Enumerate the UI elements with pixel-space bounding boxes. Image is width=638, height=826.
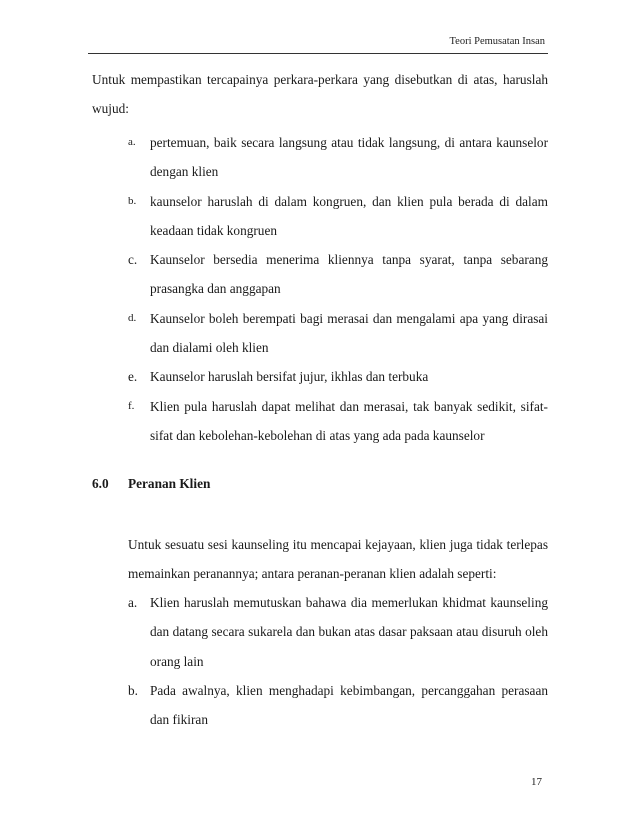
list-marker: c. — [128, 252, 138, 268]
intro-paragraph: Untuk mempastikan tercapainya perkara-perkara yang disebutkan di atas, haruslah wujud: — [92, 72, 548, 117]
list-marker: f. — [128, 399, 135, 412]
section-paragraph: Untuk sesuatu sesi kaunseling itu mencapai kejayaan, klien juga tidak terlepas memainkan peranannya; antara peranan-peranan klien adalah seperti: — [128, 537, 548, 582]
section-title: Peranan Klien — [128, 476, 211, 491]
list-marker: a. — [128, 595, 138, 610]
list-item-text: kaunselor haruslah di dalam kongruen, dan klien pula berada di dalam keadaan tidak kongruen — [150, 193, 548, 238]
client-roles-list — [128, 588, 548, 734]
list-item — [128, 676, 548, 735]
list-item — [128, 304, 548, 363]
list-marker: e. — [128, 369, 138, 385]
list-item — [128, 245, 548, 304]
list-marker: b. — [128, 194, 137, 207]
list-item — [128, 128, 548, 187]
header-rule — [88, 53, 548, 54]
section-number: 6.0 — [92, 476, 109, 491]
page-number: 17 — [531, 776, 542, 788]
list-marker: a. — [128, 136, 136, 148]
list-item — [128, 187, 548, 246]
list-marker: b. — [128, 682, 138, 698]
list-item — [128, 588, 548, 676]
list-item-text: Kaunselor boleh berempati bagi merasai dan mengalami apa yang dirasai dan dialami oleh klien — [150, 310, 548, 356]
list-item-text: Kaunselor haruslah bersifat jujur, ikhlas dan terbuka — [150, 369, 429, 385]
list-item-text: Klien pula haruslah dapat melihat dan merasai, tak banyak sedikit, sifat-sifat dan kebolehan-kebolehan di atas yang ada pada kaunselor — [150, 398, 548, 443]
running-header: Teori Pemusatan Insan — [449, 36, 545, 47]
list-item — [128, 362, 548, 391]
list-item — [128, 392, 548, 451]
list-item-text: pertemuan, baik secara langsung atau tidak langsung, di antara kaunselor dengan klien — [150, 135, 548, 180]
list-item-text: Klien haruslah memutuskan bahawa dia memerlukan khidmat kaunseling dan datang secara sukarela dan bukan atas dasar paksaan atau disuruh oleh orang lain — [150, 595, 548, 669]
list-marker: d. — [128, 311, 137, 324]
list-item-text: Kaunselor bersedia menerima kliennya tanpa syarat, tanpa sebarang prasangka dan anggapan — [150, 252, 548, 297]
conditions-list — [128, 128, 548, 450]
list-item-text: Pada awalnya, klien menghadapi kebimbangan, percanggahan perasaan dan fikiran — [150, 682, 548, 728]
